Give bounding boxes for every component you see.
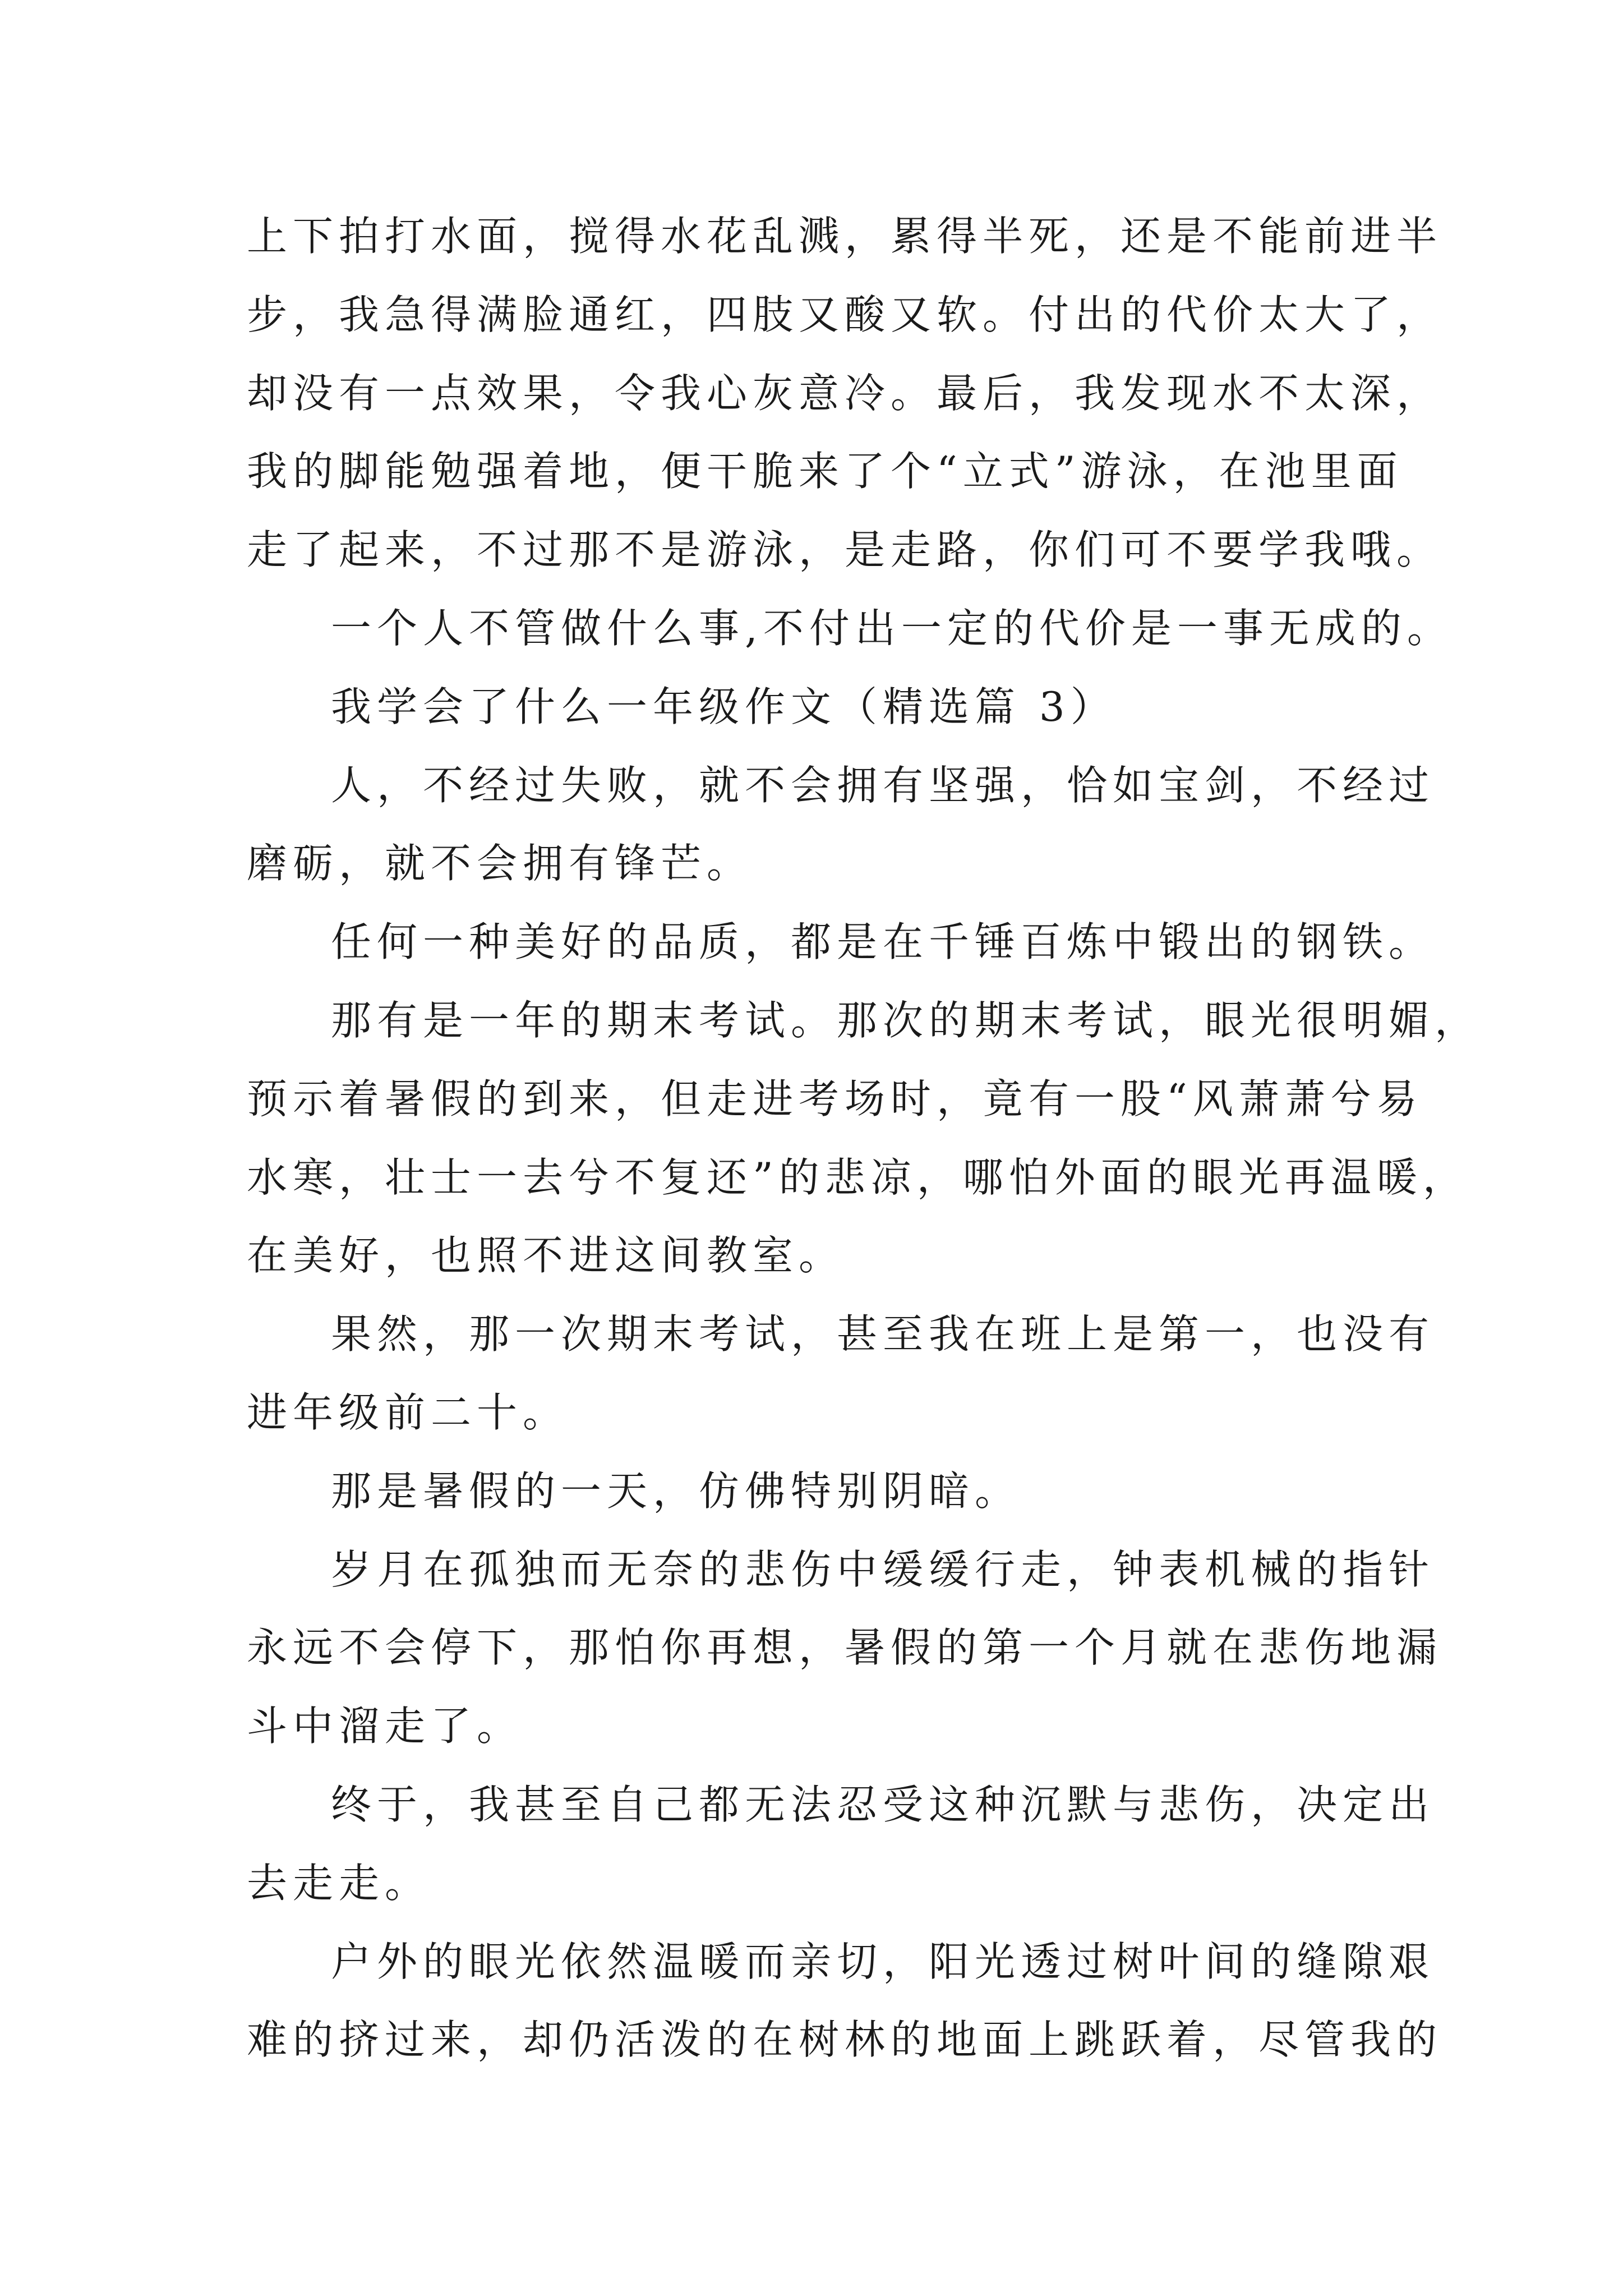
text-line: 走了起来，不过那不是游泳，是走路，你们可不要学我哦。	[247, 526, 1443, 573]
text-line: 我的脚能勉强着地，便干脆来了个“立式”游泳，在池里面	[247, 448, 1403, 495]
text-line: 在美好，也照不进这间教室。	[247, 1232, 845, 1279]
text-line: 一个人不管做什么事,不付出一定的代价是一事无成的。	[331, 605, 1453, 652]
text-line: 我学会了什么一年级作文（精选篇 3）	[331, 683, 1117, 730]
text-line: 岁月在孤独而无奈的悲伤中缓缓行走，钟表机械的指针	[331, 1546, 1435, 1593]
text-line: 水寒，壮士一去兮不复还”的悲凉，哪怕外面的眼光再温暖，	[247, 1154, 1469, 1201]
text-line: 预示着暑假的到来，但走进考场时，竟有一股“风萧萧兮易	[247, 1075, 1423, 1122]
text-line: 磨砺，就不会拥有锋芒。	[247, 840, 753, 887]
text-line: 终于，我甚至自己都无法忍受这种沉默与悲伤，决定出	[331, 1781, 1435, 1828]
text-line: 去走走。	[247, 1860, 431, 1907]
text-line: 却没有一点效果，令我心灰意冷。最后，我发现水不太深，	[247, 370, 1443, 417]
text-line: 人，不经过失败，就不会拥有坚强，恰如宝剑，不经过	[331, 762, 1435, 809]
text-line: 步，我急得满脸通红，四肢又酸又软。付出的代价太大了，	[247, 291, 1443, 338]
text-line: 那有是一年的期末考试。那次的期末考试，眼光很明媚，	[331, 997, 1481, 1044]
text-line: 永远不会停下，那怕你再想，暑假的第一个月就在悲伤地漏	[247, 1624, 1443, 1671]
text-line: 那是暑假的一天，仿佛特别阴暗。	[331, 1467, 1021, 1515]
text-line: 户外的眼光依然温暖而亲切，阳光透过树叶间的缝隙艰	[331, 1938, 1435, 1985]
text-line: 上下拍打水面，搅得水花乱溅，累得半死，还是不能前进半	[247, 213, 1443, 260]
text-line: 进年级前二十。	[247, 1389, 569, 1436]
text-line: 斗中溜走了。	[247, 1703, 523, 1750]
text-line: 难的挤过来，却仍活泼的在树林的地面上跳跃着，尽管我的	[247, 2016, 1443, 2063]
text-line: 任何一种美好的品质，都是在千锤百炼中锻出的钢铁。	[331, 918, 1435, 965]
text-line: 果然，那一次期末考试，甚至我在班上是第一，也没有	[331, 1310, 1435, 1358]
